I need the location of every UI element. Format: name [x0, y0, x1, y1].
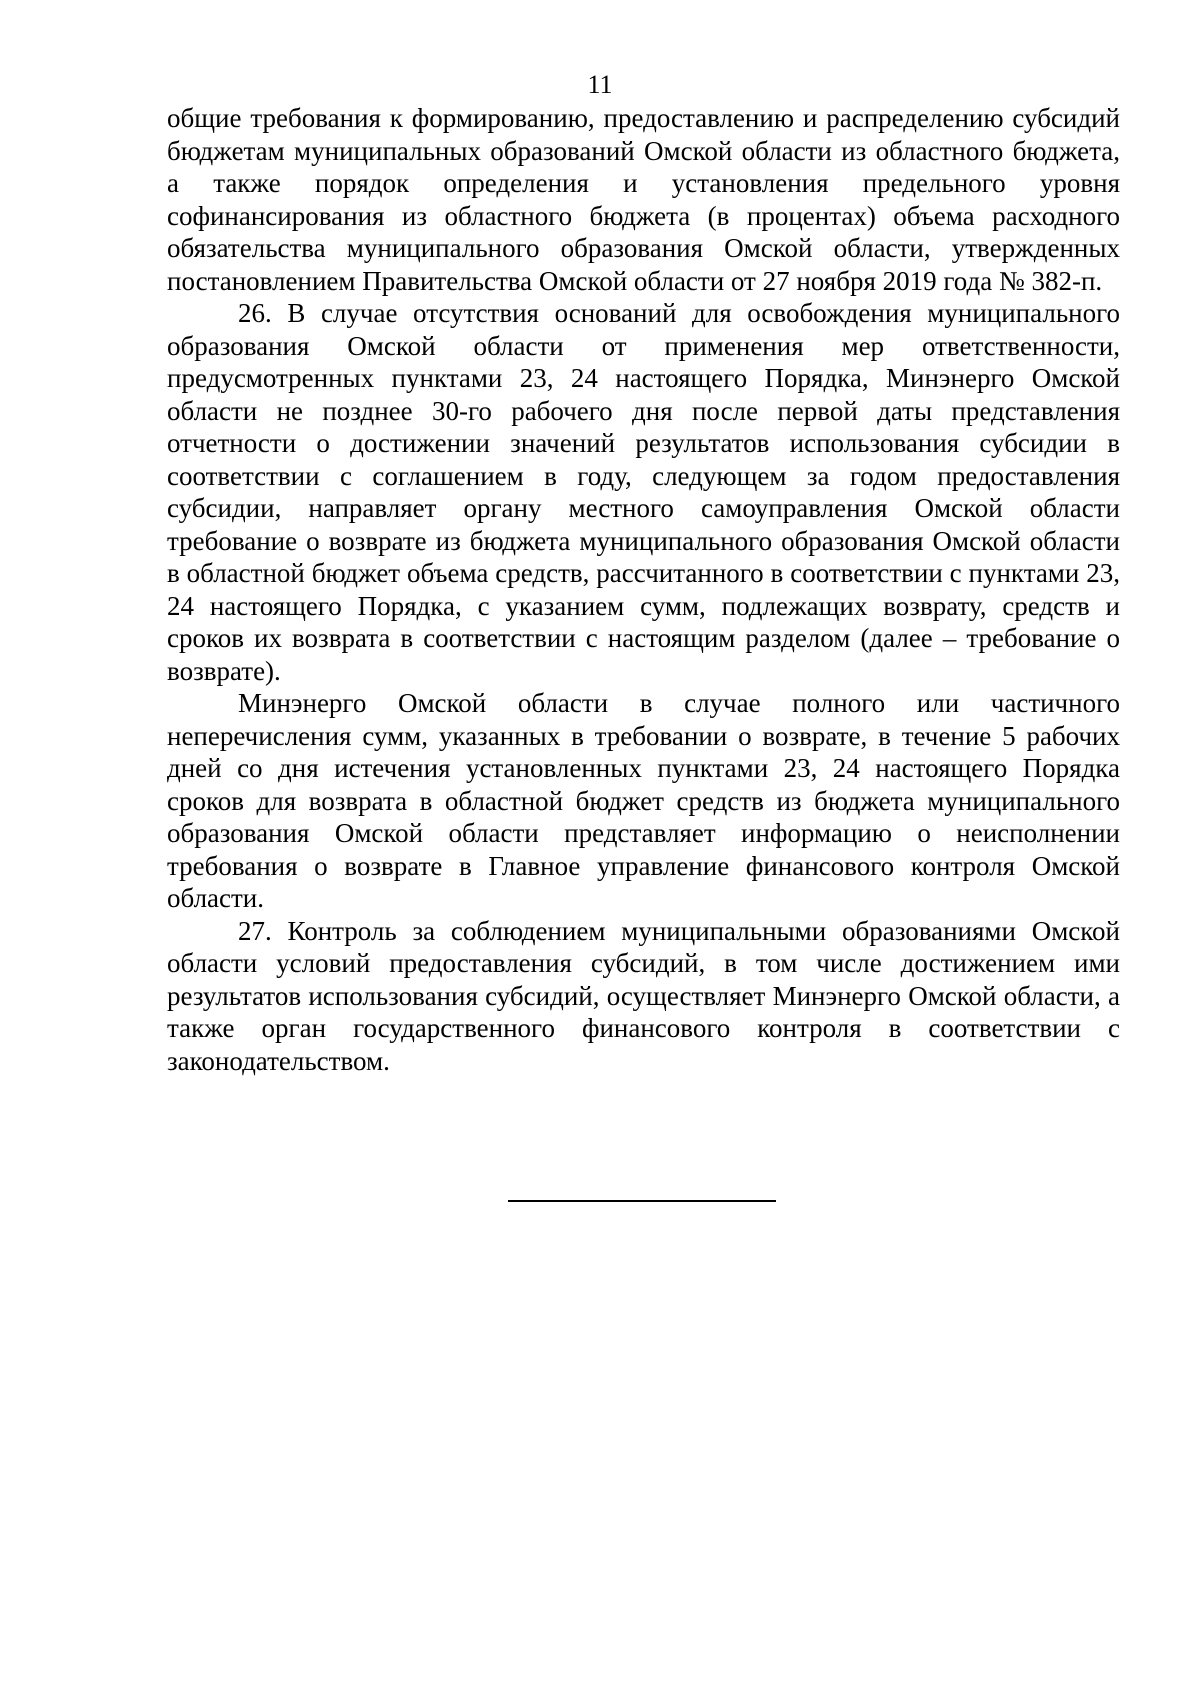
paragraph-item-27: 27. Контроль за соблюдением муниципальными образованиями Омской области условий предоставления субсидий, в том числе достижением ими результатов использования субсидий, осуществляет Минэнерго Омской области, а также орган государственного финансового контроля в соответствии с законодательством. — [167, 915, 1120, 1076]
document-body — [167, 102, 1120, 1077]
paragraph-item-26: 26. В случае отсутствия оснований для освобождения муниципального образования Омской области от применения мер ответственности, предусмотренных пунктами 23, 24 настоящего Порядка, Минэнерго Омской области не позднее 30-го рабочего дня после первой даты представления отчетности о достижении значений результатов использования субсидии в соответствии с соглашением в году, следующем за годом предоставления субсидии, направляет органу местного самоуправления Омской области требование о возврате из бюджета муниципального образования Омской области в областной бюджет объема средств, рассчитанного в соответствии с пунктами 23, 24 настоящего Порядка, с указанием сумм, подлежащих возврату, средств и сроков их возврата в соответствии с настоящим разделом (далее – требование о возврате). — [167, 298, 1120, 686]
paragraph-continuation: общие требования к формированию, предоставлению и распределению субсидий бюджетам муниципальных образований Омской области из областного бюджета, а также порядок определения и установления предельного уровня софинансирования из областного бюджета (в процентах) объема расходного обязательства муниципального образования Омской области, утвержденных постановлением Правительства Омской области от 27 ноября 2019 года № 382-п. — [167, 103, 1120, 296]
end-of-document-rule — [508, 1200, 776, 1202]
page-number: 11 — [587, 70, 613, 99]
paragraph-item-26-continued: Минэнерго Омской области в случае полного или частичного неперечисления сумм, указанных в требовании о возврате, в течение 5 рабочих дней со дня истечения установленных пунктами 23, 24 настоящего Порядка сроков для возврата в областной бюджет средств из бюджета муниципального образования Омской области представляет информацию о неисполнении требования о возврате в Главное управление финансового контроля Омской области. — [167, 688, 1120, 913]
